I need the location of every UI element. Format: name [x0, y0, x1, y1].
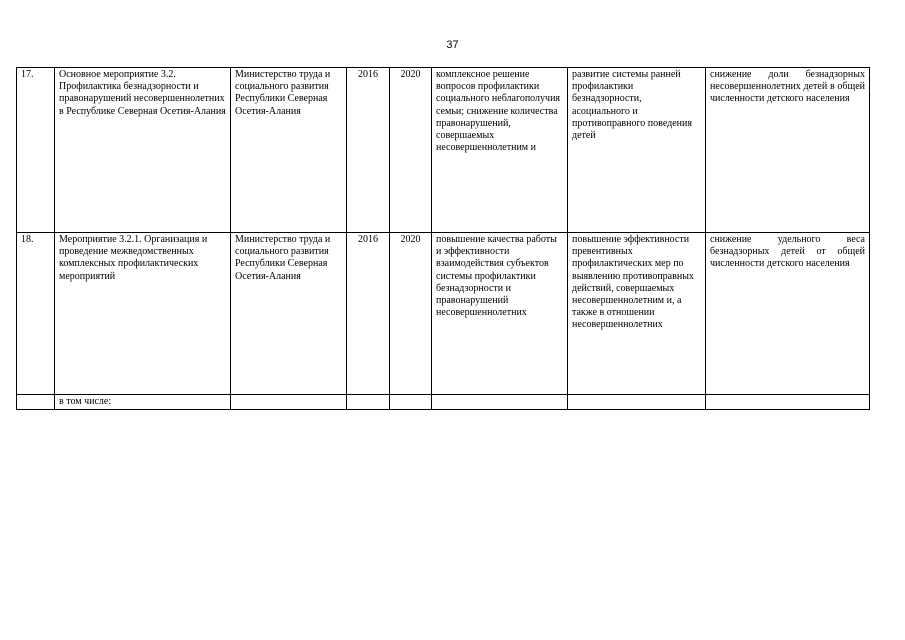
- indicator: снижение удельного веса безнадзорных детей от общей численности детского населения: [706, 233, 870, 395]
- consequence: развитие системы ранней профилактики безнадзорности, асоциального и противоправного поведения детей: [568, 68, 706, 233]
- empty-cell: [432, 395, 568, 410]
- empty-cell: [706, 395, 870, 410]
- indicator: снижение доли безнадзорных несовершеннолетних детей в общей численности детского населения: [706, 68, 870, 233]
- start-year: 2016: [347, 233, 390, 395]
- including-label: в том числе:: [55, 395, 231, 410]
- empty-cell: [347, 395, 390, 410]
- table-row: [17, 68, 870, 233]
- page-number: 37: [446, 39, 459, 51]
- row-number: 18.: [17, 233, 55, 395]
- empty-cell: [231, 395, 347, 410]
- empty-cell: [17, 395, 55, 410]
- expected-result: комплексное решение вопросов профилактики социального неблагополучия семьи; снижение количества правонарушений, совершаемых несовершеннолетним и: [432, 68, 568, 233]
- table-row: [17, 395, 870, 410]
- empty-cell: [390, 395, 432, 410]
- executor: Министерство труда и социального развития Республики Северная Осетия-Алания: [231, 233, 347, 395]
- program-table: [16, 67, 870, 410]
- table-row: [17, 233, 870, 395]
- start-year: 2016: [347, 68, 390, 233]
- activity-name: Основное мероприятие 3.2. Профилактика безнадзорности и правонарушений несовершеннолетних в Республике Северная Осетия-Алания: [55, 68, 231, 233]
- row-number: 17.: [17, 68, 55, 233]
- empty-cell: [568, 395, 706, 410]
- consequence: повышение эффективности превентивных профилактических мер по выявлению противоправных действий, совершаемых несовершеннолетним и, а также в отношении несовершеннолетних: [568, 233, 706, 395]
- expected-result: повышение качества работы и эффективности взаимодействия субъектов системы профилактики безнадзорности и правонарушений несовершеннолетних: [432, 233, 568, 395]
- executor: Министерство труда и социального развития Республики Северная Осетия-Алания: [231, 68, 347, 233]
- end-year: 2020: [390, 68, 432, 233]
- end-year: 2020: [390, 233, 432, 395]
- activity-name: Мероприятие 3.2.1. Организация и проведение межведомственных комплексных профилактических мероприятий: [55, 233, 231, 395]
